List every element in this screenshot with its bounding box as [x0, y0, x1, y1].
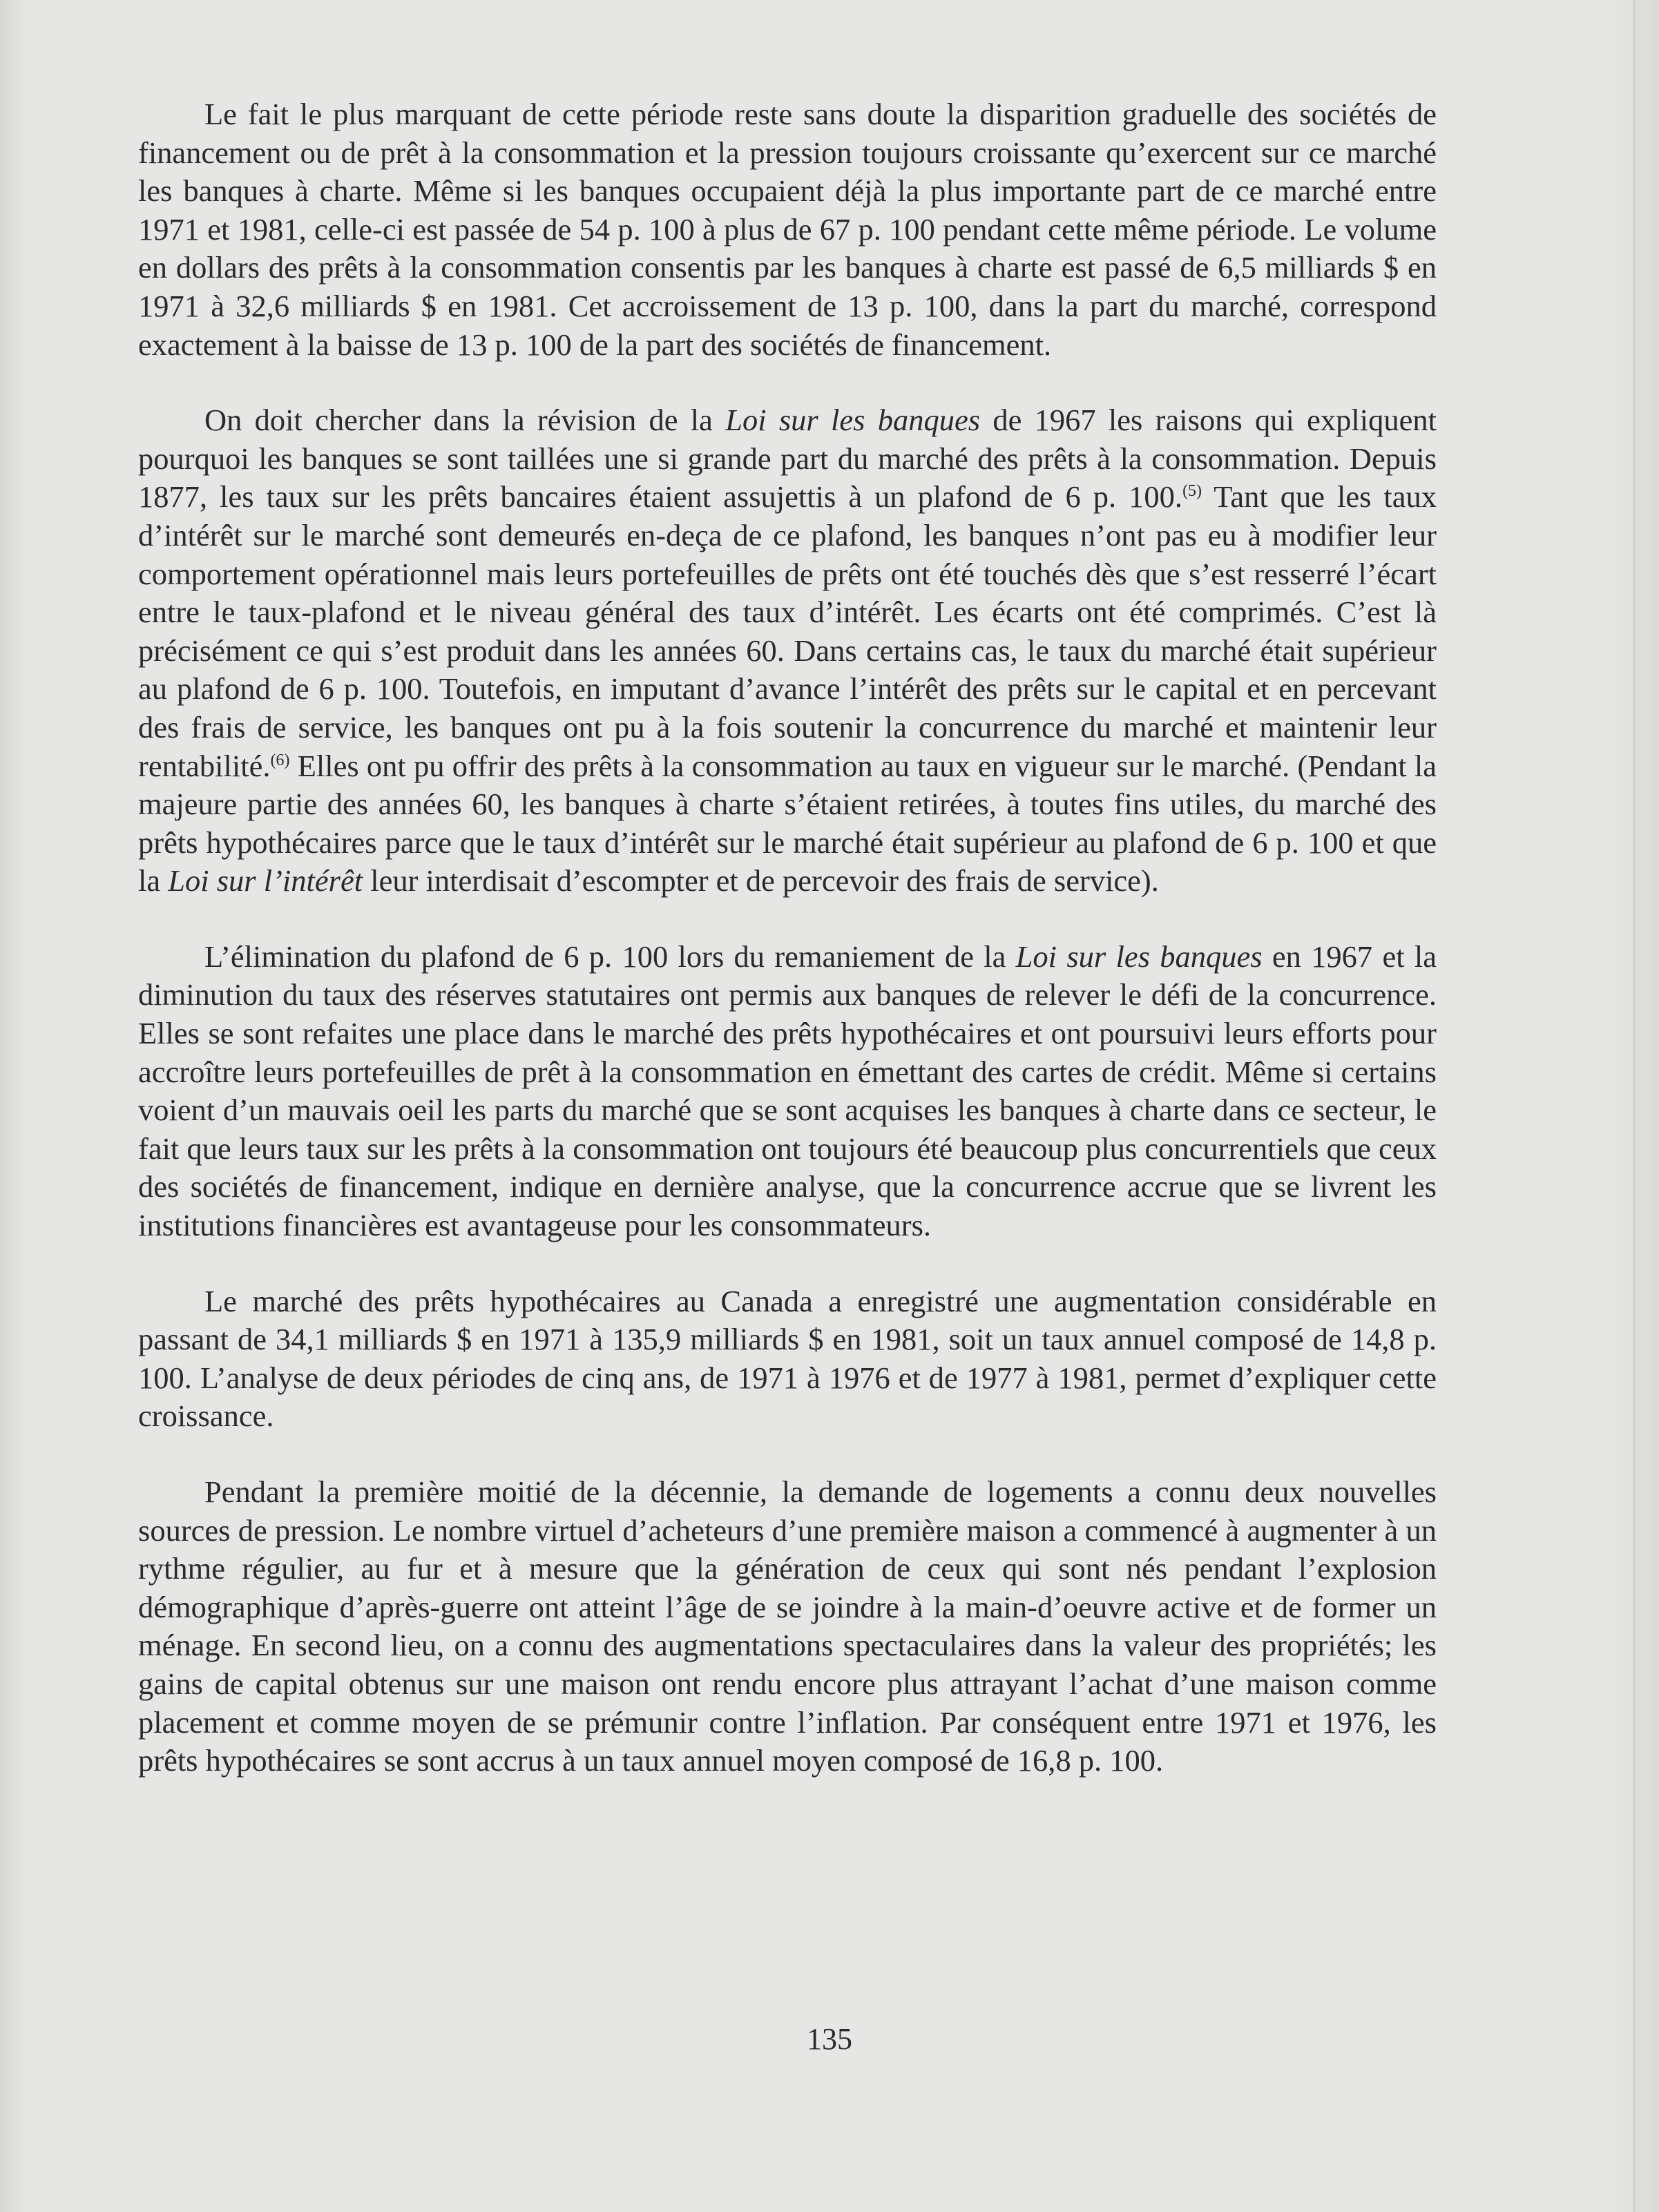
paragraph-consumer-loans: [138, 95, 1437, 364]
text-run: de 1967 les raisons qui expliquent pourquoi les banques se sont taillées une si grande part du marché des prêts à la consommation. Depuis 1877, les taux sur les prêts bancaires étaient assujettis à un plafond de 6 p. 100.: [138, 403, 1437, 514]
paragraph-bank-act-revision: [138, 401, 1437, 901]
text-run: Le fait le plus marquant de cette période reste sans doute la disparition graduelle des sociétés de financement ou de prêt à la consommation et la pression toujours croissante qu’exercent sur ce marché les banques à charte. Même si les banques occupaient déjà la plus importante part de ce marché entre 1971 et 1981, celle-ci est passée de 54 p. 100 à plus de 67 p. 100 pendant cette même période. Le volume en dollars des prêts à la consommation consentis par les banques à charte est passé de 6,5 milliards $ en 1971 à 32,6 milliards $ en 1981. Cet accroissement de 13 p. 100, dans la part du marché, correspond exactement à la baisse de 13 p. 100 de la part des sociétés de financement.: [138, 97, 1437, 362]
paragraph-mortgage-market: [138, 1282, 1437, 1436]
page-number: 135: [807, 2022, 852, 2056]
text-run: On doit chercher dans la révision de la: [204, 403, 726, 438]
footnote-ref: (5): [1182, 482, 1202, 501]
page-edge: [1633, 0, 1636, 2212]
footnote-ref: (6): [270, 751, 290, 769]
text-run: Elles ont pu offrir des prêts à la consommation au taux en vigueur sur le marché. (Pendant la majeure partie des années 60, les banques à charte s’étaient retirées, à toutes fins utiles, du marché des prêts hypothécaires parce que le taux d’intérêt sur le marché était supérieur au plafond de 6 p. 100 et que la: [138, 748, 1437, 898]
paragraph-ceiling-elimination: [138, 938, 1437, 1245]
italic-title: Loi sur les banques: [1015, 939, 1263, 974]
italic-title: Loi sur l’intérêt: [168, 863, 363, 898]
text-run: L’élimination du plafond de 6 p. 100 lors du remaniement de la: [204, 939, 1016, 974]
text-run: Pendant la première moitié de la décennie, la demande de logements a connu deux nouvelles sources de pression. Le nombre virtuel d’acheteurs d’une première maison a commencé à augmenter à un rythme régulier, au fur et à mesure que la génération de ceux qui sont nés pendant l’explosion démographique d’après-guerre ont atteint l’âge de se joindre à la main-d’oeuvre active et de former un ménage. En second lieu, on a connu des augmentations spectaculaires dans la valeur des propriétés; les gains de capital obtenus sur une maison ont rendu encore plus attrayant l’achat d’une maison comme placement et comme moyen de se prémunir contre l’inflation. Par conséquent entre 1971 et 1976, les prêts hypothécaires se sont accrus à un taux annuel moyen composé de 16,8 p. 100.: [138, 1474, 1437, 1778]
text-run: Le marché des prêts hypothécaires au Canada a enregistré une augmentation considérable en passant de 34,1 milliards $ en 1971 à 135,9 milliards $ en 1981, soit un taux annuel composé de 14,8 p. 100. L’analyse de deux périodes de cinq ans, de 1971 à 1976 et de 1977 à 1981, permet d’expliquer cette croissance.: [138, 1283, 1437, 1434]
paragraph-housing-demand: [138, 1473, 1437, 1780]
text-run: en 1967 et la diminution du taux des réserves statutaires ont permis aux banques de relever le défi de la concurrence. Elles se sont refaites une place dans le marché des prêts hypothécaires et ont poursuivi leurs efforts pour accroître leurs portefeuilles de prêt à la consommation en émettant des cartes de crédit. Même si certains voient d’un mauvais oeil les parts du marché que se sont acquises les banques à charte dans ce secteur, le fait que leurs taux sur les prêts à la consommation ont toujours été beaucoup plus concurrentiels que ceux des sociétés de financement, indique en dernière analyse, que la concurrence accrue que se livrent les institutions financières est avantageuse pour les consommateurs.: [138, 939, 1437, 1243]
text-run: Tant que les taux d’intérêt sur le marché sont demeurés en-deça de ce plafond, les banques n’ont pas eu à modifier leur comportement opérationnel mais leurs portefeuilles de prêts ont été touchés dès que s’est resserré l’écart entre le taux-plafond et le niveau général des taux d’intérêt. Les écarts ont été comprimés. C’est là précisément ce qui s’est produit dans les années 60. Dans certains cas, le taux du marché était supérieur au plafond de 6 p. 100. Toutefois, en imputant d’avance l’intérêt des prêts sur le capital et en percevant des frais de service, les banques ont pu à la fois soutenir la concurrence du marché et maintenir leur rentabilité.: [138, 479, 1437, 783]
text-run: leur interdisait d’escompter et de percevoir des frais de service).: [363, 863, 1159, 898]
italic-title: Loi sur les banques: [725, 403, 981, 438]
body-text: [138, 95, 1437, 1818]
